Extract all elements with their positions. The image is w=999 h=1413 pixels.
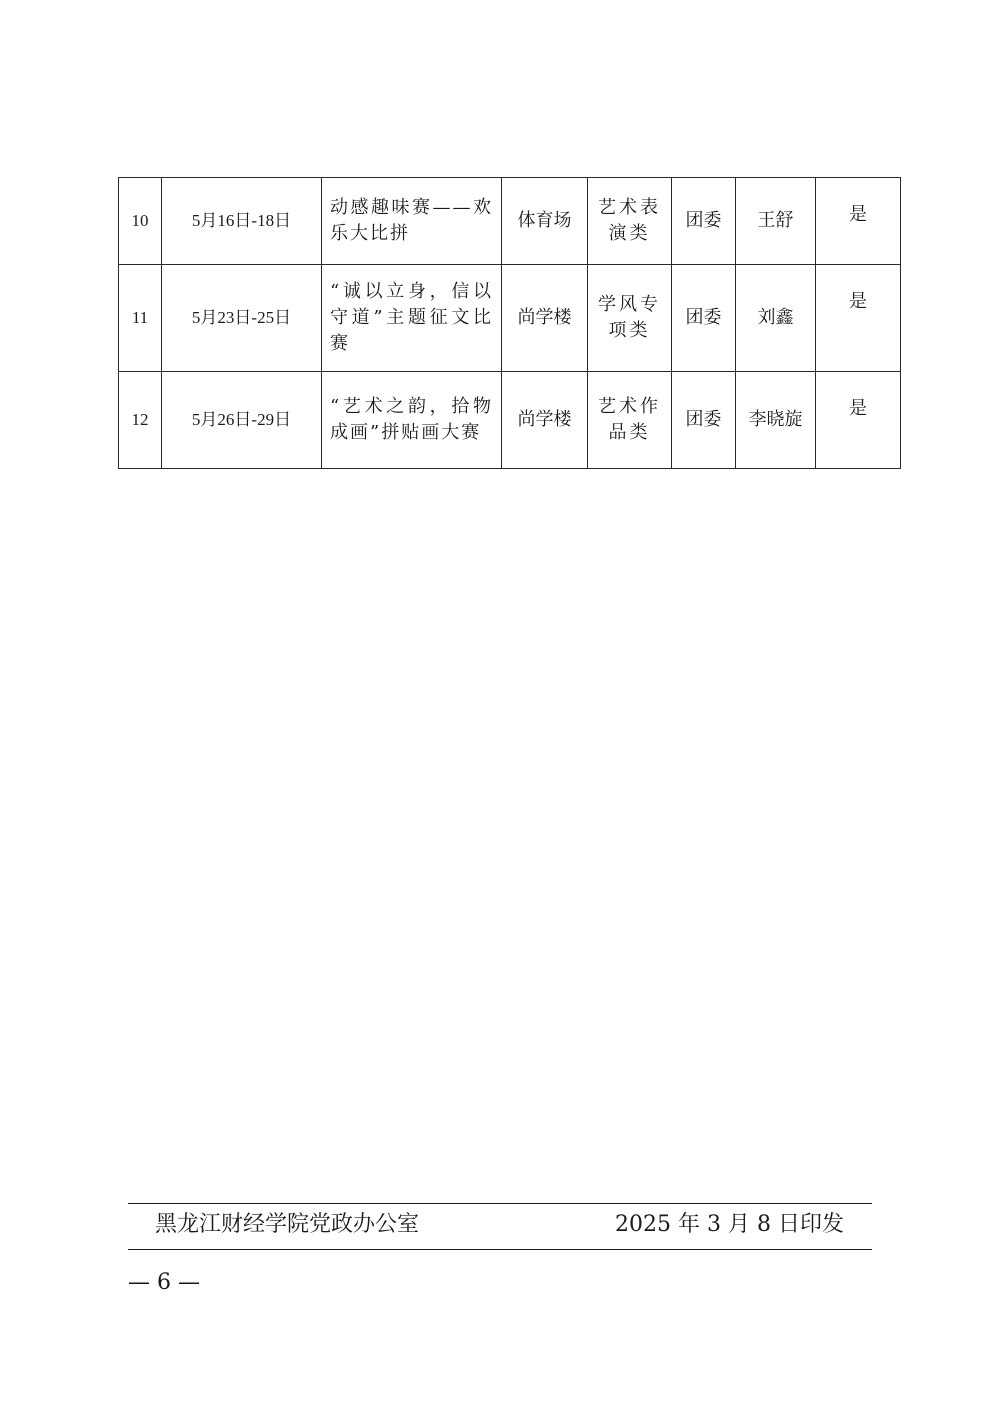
activity-flag: 是 <box>816 178 901 265</box>
activity-date: 5月26日-29日 <box>162 372 322 469</box>
activity-name: 动感趣味赛——欢乐大比拼 <box>322 178 502 265</box>
activity-category: 艺术作品类 <box>588 372 672 469</box>
footer-top-rule <box>128 1203 872 1204</box>
activity-organizer: 团委 <box>672 372 736 469</box>
row-number: 11 <box>119 265 162 372</box>
activity-organizer: 团委 <box>672 265 736 372</box>
activity-schedule-table <box>118 177 901 469</box>
activity-contact: 王舒 <box>736 178 816 265</box>
activity-organizer: 团委 <box>672 178 736 265</box>
table-row <box>119 265 901 372</box>
activity-name: “诚以立身，信以守道”主题征文比赛 <box>322 265 502 372</box>
activity-contact: 刘鑫 <box>736 265 816 372</box>
activity-category: 学风专项类 <box>588 265 672 372</box>
activity-category: 艺术表演类 <box>588 178 672 265</box>
activity-date: 5月23日-25日 <box>162 265 322 372</box>
activity-venue: 体育场 <box>502 178 588 265</box>
table-row <box>119 372 901 469</box>
activity-contact: 李晓旋 <box>736 372 816 469</box>
row-number: 10 <box>119 178 162 265</box>
footer-issue-date: 2025 年 3 月 8 日印发 <box>615 1212 844 1237</box>
activity-name: “艺术之韵，拾物成画”拼贴画大赛 <box>322 372 502 469</box>
row-number: 12 <box>119 372 162 469</box>
activity-flag: 是 <box>816 372 901 469</box>
footer-bottom-rule <box>128 1249 872 1250</box>
table-row <box>119 178 901 265</box>
activity-flag: 是 <box>816 265 901 372</box>
activity-venue: 尚学楼 <box>502 265 588 372</box>
footer-issuing-office: 黑龙江财经学院党政办公室 <box>155 1212 420 1237</box>
activity-date: 5月16日-18日 <box>162 178 322 265</box>
page-number: — 6 — <box>128 1270 200 1295</box>
activity-venue: 尚学楼 <box>502 372 588 469</box>
